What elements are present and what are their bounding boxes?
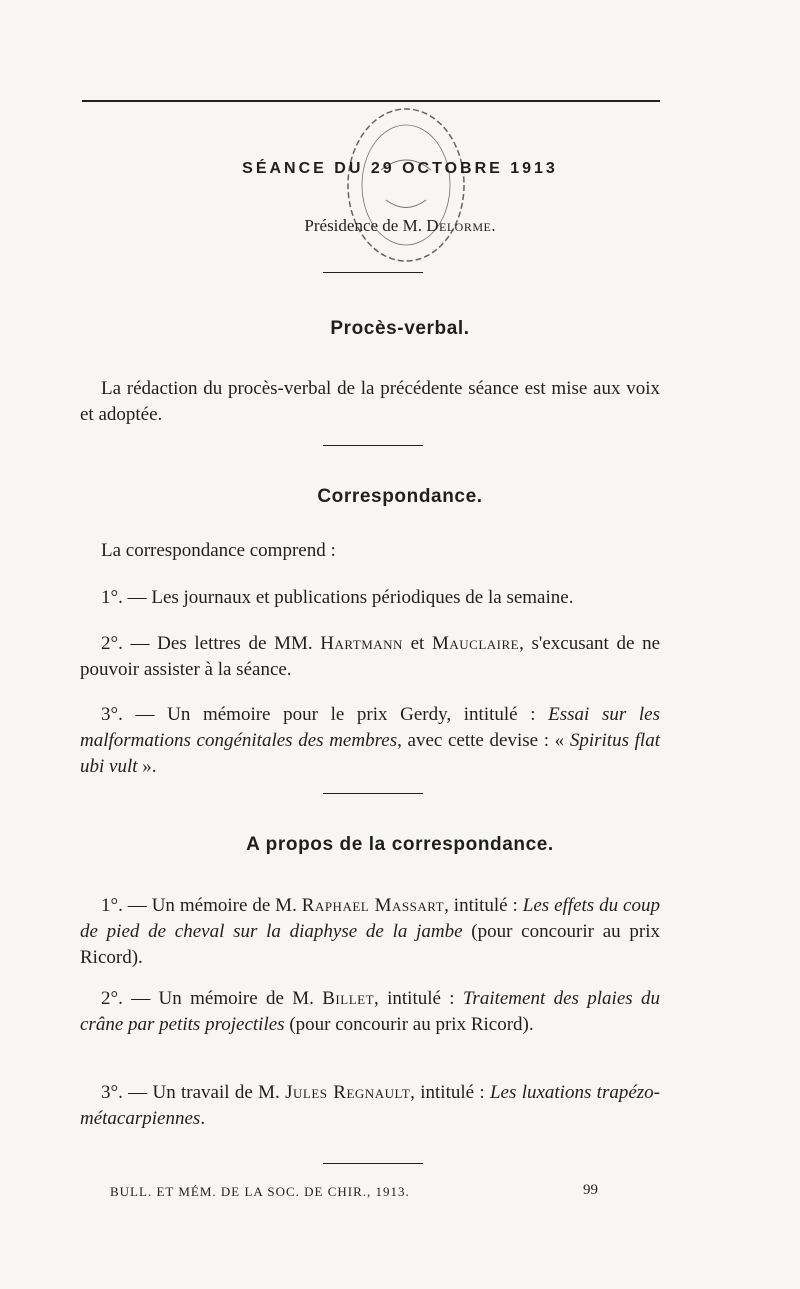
footer-divider [323,1163,423,1164]
item-suffix: (pour concourir au prix Ricord). [80,921,660,968]
journal-reference: BULL. ET MÉM. DE LA SOC. DE CHIR., 1913. [110,1184,410,1199]
presidence-prefix: Présidence de M. [304,216,427,235]
author-name: Jules Regnault [285,1082,411,1103]
memoir-title: Essai sur les malformations congénitales des membres [80,704,660,751]
devise-text: Spiritus flat ubi vult [80,730,660,777]
correspondance-item-1: 1°. — Les journaux et publications périodiques de la semaine. [101,587,574,608]
item-suffix: , s'excusant de ne pouvoir assister à la séance. [80,633,661,680]
item-prefix: 3°. — Un travail de M. [101,1082,286,1103]
correspondance-intro: La correspondance comprend : [101,540,336,561]
item-connector: , intitulé : [444,895,523,916]
presidence-suffix: . [491,216,496,235]
item-suffix: ». [137,756,157,777]
author-name: Mauclaire [431,633,520,654]
item-connector: , intitulé : [374,988,463,1009]
seance-title: SÉANCE DU 29 OCTOBRE 1913 [242,160,558,177]
proces-verbal-text: La rédaction du procès-verbal de la précédente séance est mise aux voix et adoptée. [80,378,660,425]
page-number: 99 [583,1182,598,1198]
apropos-item-2 [80,986,660,1038]
item-connector: et [402,633,432,654]
proces-verbal-heading: Procès-verbal. [330,318,470,339]
item-connector: , avec cette devise : « [397,730,570,751]
presidence-line [0,216,800,236]
author-name: Billet [322,988,375,1009]
president-name: Delorme [426,216,492,235]
section-divider [323,445,423,446]
library-stamp-icon [336,100,476,270]
item-connector: , intitulé : [410,1082,490,1103]
memoir-title: Traitement des plaies du crâne par petits projectiles [80,988,660,1035]
item-prefix: 2°. — Des lettres de MM. [101,633,321,654]
item-suffix: . [200,1108,206,1129]
item-prefix: 1°. — Un mémoire de M. [101,895,302,916]
item-suffix: (pour concourir au prix Ricord). [284,1014,534,1035]
apropos-heading: A propos de la correspondance. [246,834,554,855]
apropos-item-1 [80,893,660,971]
memoir-title: Les luxations trapézo-métacarpiennes [80,1082,661,1129]
correspondance-heading: Correspondance. [317,486,483,507]
apropos-item-3 [80,1080,660,1132]
correspondance-item-2 [80,631,660,683]
section-divider [323,272,423,273]
section-divider [323,793,423,794]
item-prefix: 2°. — Un mémoire de M. [101,988,323,1009]
author-name: Hartmann [320,633,403,654]
memoir-title: Les effets du coup de pied de cheval sur la diaphyse de la jambe [80,895,660,942]
author-name: Raphael Massart [301,895,445,916]
item-prefix: 3°. — Un mémoire pour le prix Gerdy, intitulé : [101,704,549,725]
correspondance-item-3 [80,702,660,780]
